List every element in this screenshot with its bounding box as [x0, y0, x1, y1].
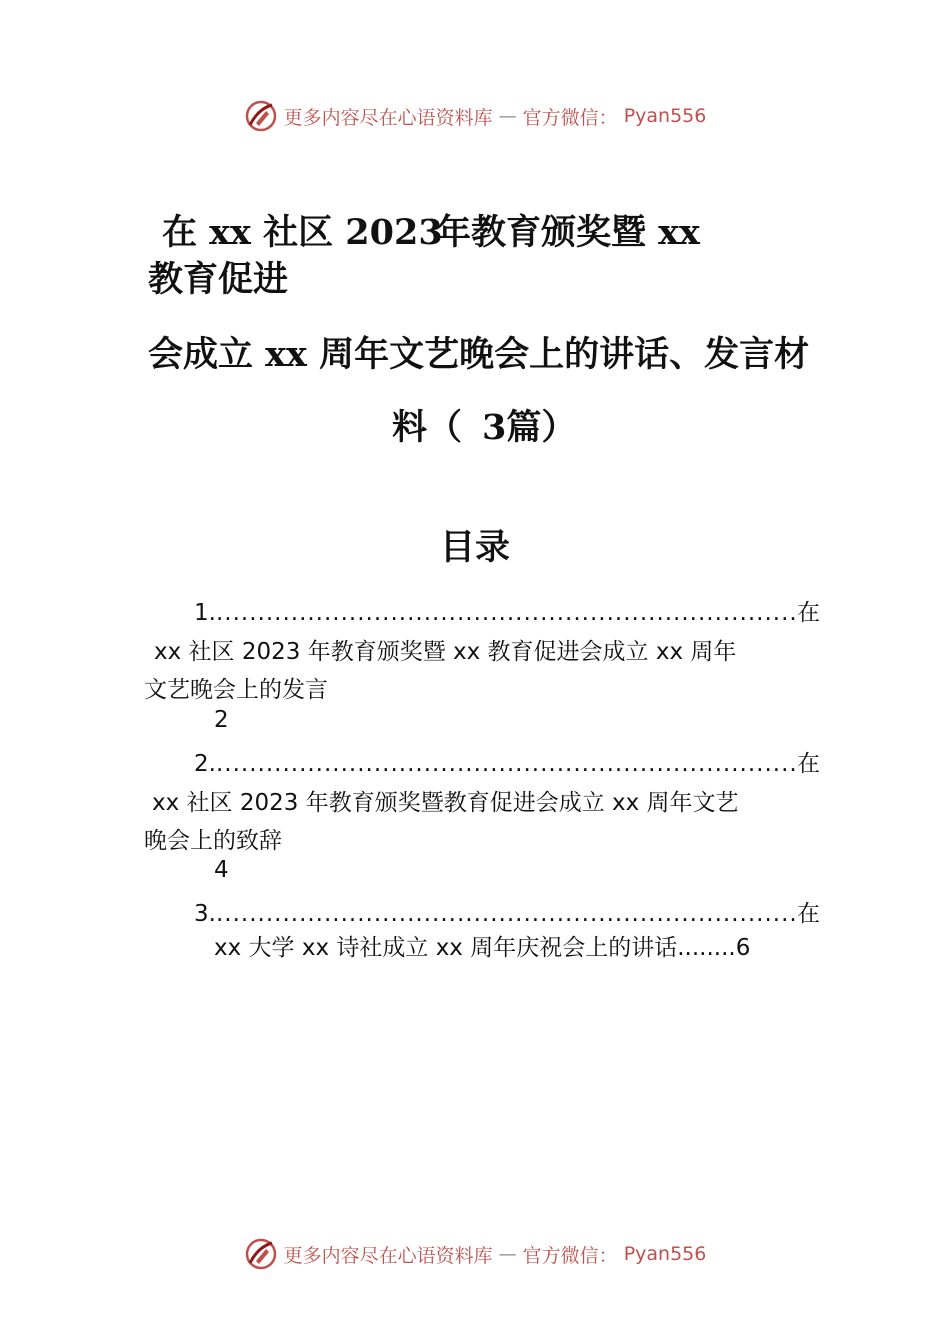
toc-entry-3-line2-dots: ........: [677, 935, 736, 961]
toc-entry-2-number: 2.: [194, 751, 216, 777]
toc-heading: 目录: [439, 527, 510, 568]
watermark-wechat-id: Pyan556: [623, 1243, 707, 1265]
toc-entry-2-leader[interactable]: [194, 745, 820, 778]
watermark-label: 官方微信：: [522, 1244, 618, 1267]
toc-entry-1-page[interactable]: 2: [214, 707, 229, 733]
watermark-label: 官方微信：: [522, 106, 618, 129]
watermark-separator: —: [498, 1243, 517, 1265]
toc-entry-3-lead-char: 在: [797, 901, 820, 927]
title-line-2: 教育促进: [148, 259, 289, 300]
watermark-separator: —: [498, 105, 517, 127]
watermark-wechat-id: Pyan556: [623, 105, 707, 127]
toc-entry-3-line2: xx 大学 xx 诗社成立 xx 周年庆祝会上的讲话: [214, 935, 678, 961]
toc-entry-2-page[interactable]: 4: [214, 857, 229, 883]
toc-entry-2-dots: [216, 751, 797, 777]
title-line-4b: 3篇）: [482, 407, 577, 448]
toc-entry-1-line3[interactable]: 文艺晚会上的发言: [144, 677, 328, 703]
watermark-text: 更多内容尽在心语资料库: [283, 1244, 493, 1267]
toc-entry-1-line2[interactable]: xx 社区 2023 年教育颁奖暨 xx 教育促进会成立 xx 周年: [154, 639, 737, 665]
toc-entry-3-page: 6: [735, 935, 751, 961]
title-line-1a: 在 xx 社区 2023: [162, 212, 443, 253]
toc-entry-2-line2[interactable]: xx 社区 2023 年教育颁奖暨教育促进会成立 xx 周年文艺: [152, 790, 739, 816]
watermark-text: 更多内容尽在心语资料库: [283, 106, 493, 129]
toc-entry-3-dots: [216, 901, 797, 927]
toc-entry-1-number: 1.: [194, 600, 216, 626]
title-line-1b: 年教育颁奖暨 xx: [436, 212, 700, 253]
toc-entry-1-leader[interactable]: [194, 594, 820, 627]
toc-entry-2-lead-char: 在: [797, 751, 820, 777]
toc-entry-2-line3[interactable]: 晚会上的致辞: [144, 828, 282, 854]
header-watermark: [0, 96, 950, 136]
footer-watermark: [0, 1234, 950, 1274]
toc-entry-1-dots: [216, 600, 797, 626]
pen-logo-icon: [244, 99, 278, 133]
toc-entry-3-leader[interactable]: [194, 895, 820, 928]
pen-logo-icon: [244, 1237, 278, 1271]
toc-entry-3-line2-wrap[interactable]: [214, 929, 750, 962]
title-line-4a: 料（: [392, 407, 463, 448]
toc-entry-3-number: 3.: [194, 901, 216, 927]
toc-entry-1-lead-char: 在: [797, 600, 820, 626]
title-line-3: 会成立 xx 周年文艺晚会上的讲话、发言材: [148, 334, 810, 375]
